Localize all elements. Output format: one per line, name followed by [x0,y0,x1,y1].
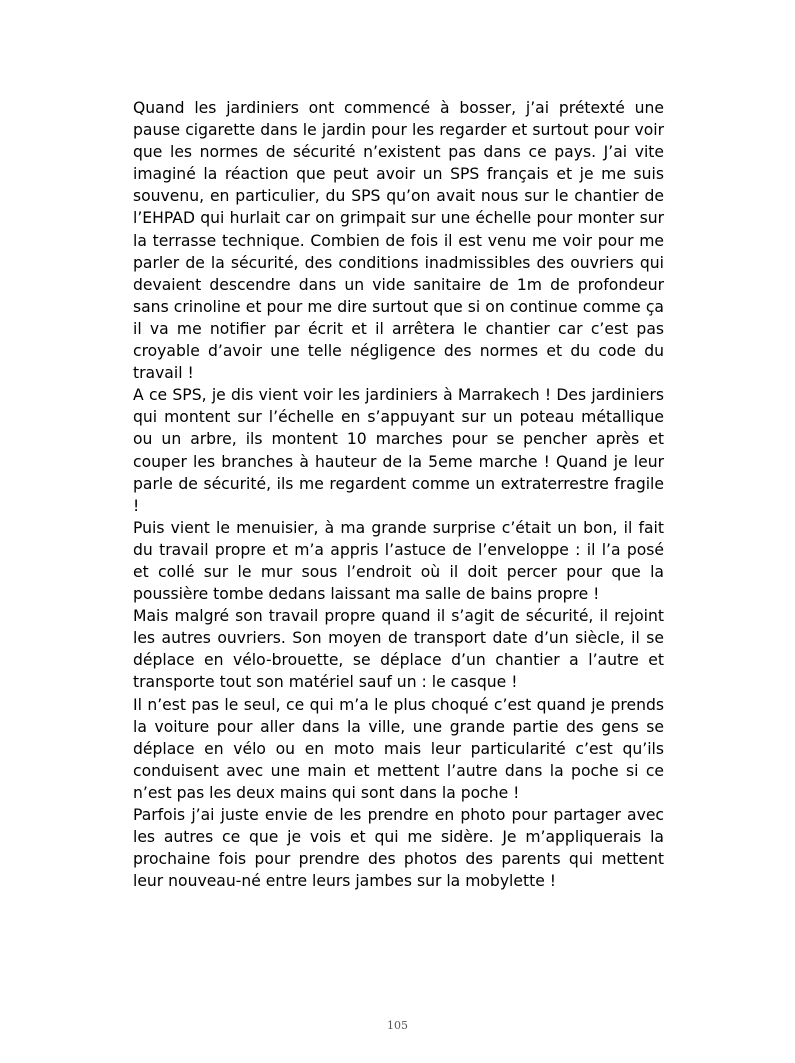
paragraph-2: A ce SPS, je dis vient voir les jardiniers à Marrakech ! Des jardiniers qui montent sur l’échelle en s’appuyant sur un poteau métallique ou un arbre, ils montent 10 marches pour se pencher après et couper les branches à hauteur de la 5eme marche ! Quand je leur parle de sécurité, ils me regardent comme un extraterrestre fragile ! [133,386,664,515]
paragraph-6: Parfois j’ai juste envie de les prendre en photo pour partager avec les autres ce que je vois et qui me sidère. Je m’appliquerais la prochaine fois pour prendre des photos des parents qui mettent leur nouveau-né entre leurs jambes sur la mobylette ! [133,806,664,891]
paragraph-1: Quand les jardiniers ont commencé à bosser, j’ai prétexté une pause cigarette dans le jardin pour les regarder et surtout pour voir que les normes de sécurité n’existent pas dans ce pays. J’ai vite imaginé la réaction que peut avoir un SPS français et je me suis souvenu, en particulier, du SPS qu’on avait nous sur le chantier de l’EHPAD qui hurlait car on grimpait sur une échelle pour monter sur la terrasse technique. Combien de fois il est venu me voir pour me parler de la sécurité, des conditions inadmissibles des ouvriers qui devaient descendre dans un vide sanitaire de 1m de profondeur sans crinoline et pour me dire surtout que si on continue comme ça il va me notifier par écrit et il arrêtera le chantier car c’est pas croyable d’avoir une telle négligence des normes et du code du travail ! [133,99,664,383]
body-text [133,97,664,892]
paragraph-5: Il n’est pas le seul, ce qui m’a le plus choqué c’est quand je prends la voiture pour aller dans la ville, une grande partie des gens se déplace en vélo ou en moto mais leur particularité c’est qu’ils conduisent avec une main et mettent l’autre dans la poche si ce n’est pas les deux mains qui sont dans la poche ! [133,695,664,802]
page-number: 105 [387,1019,408,1032]
paragraph-3: Puis vient le menuisier, à ma grande surprise c’était un bon, il fait du travail propre et m’a appris l’astuce de l’enveloppe : il l’a posé et collé sur le mur sous l’endroit où il doit percer pour que la poussière tombe dedans laissant ma salle de bains propre ! [133,518,664,604]
paragraph-4: Mais malgré son travail propre quand il s’agit de sécurité, il rejoint les autres ouvriers. Son moyen de transport date d’un siècle, il se déplace en vélo-brouette, se déplace d’un chantier a l’autre et transporte tout son matériel sauf un : le casque ! [133,607,664,692]
